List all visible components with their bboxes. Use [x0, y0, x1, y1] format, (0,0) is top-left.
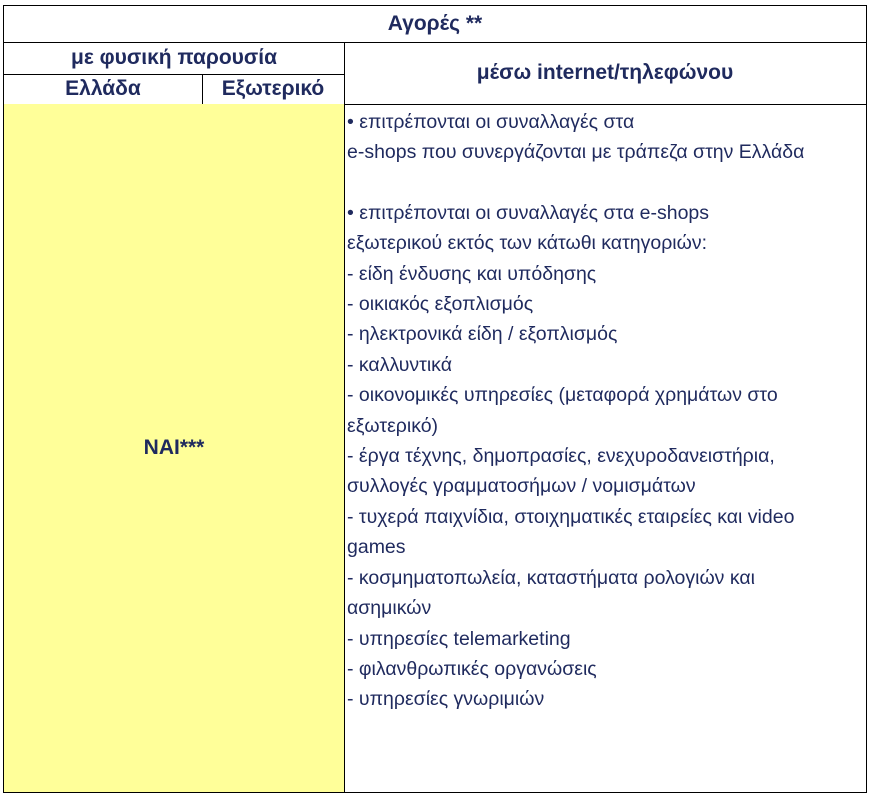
text-line: - φιλανθρωπικές οργανώσεις	[347, 657, 597, 680]
text-line: - ηλεκτρονικά είδη / εξοπλισμός	[347, 323, 618, 346]
text-line: συλλογές γραμματοσήμων / νομισμάτων	[347, 475, 696, 498]
text-line: - οικονομικές υπηρεσίες (μεταφορά χρημάτων στο	[347, 384, 778, 407]
text-line: - έργα τέχνης, δημοπρασίες, ενεχυροδανειστήρια,	[347, 445, 775, 468]
text-line: - καλλυντικά	[347, 353, 452, 376]
text-line: games	[347, 536, 406, 559]
text-line: - οικιακός εξοπλισμός	[347, 293, 534, 316]
online-phone-header: μέσω internet/τηλεφώνου	[344, 42, 867, 105]
text-line: e-shops που συνεργάζονται με τράπεζα στην Ελλάδα	[347, 141, 805, 164]
text-line: - είδη ένδυσης και υπόδησης	[347, 262, 597, 285]
spacer	[347, 168, 866, 198]
text-line: εξωτερικό)	[347, 414, 439, 437]
text-line: • επιτρέπονται οι συναλλαγές στα e-shops	[347, 201, 710, 224]
text-line: • επιτρέπονται οι συναλλαγές στα	[347, 111, 635, 133]
text-line: - κοσμηματοπωλεία, καταστήματα ρολογιών και	[347, 566, 755, 589]
greece-header: Ελλάδα	[3, 74, 203, 105]
purchases-table	[3, 5, 867, 793]
text-line: - υπηρεσίες γνωριμιών	[347, 688, 545, 711]
table-title: Αγορές **	[3, 5, 867, 43]
text-line: ασημικών	[347, 597, 432, 620]
physical-presence-header: με φυσική παρουσία	[3, 42, 345, 75]
text-line: - τυχερά παιχνίδια, στοιχηματικές εταιρείες και video	[347, 505, 795, 528]
text-line: εξωτερικού εκτός των κάτωθι κατηγοριών:	[347, 232, 708, 255]
text-line: - υπηρεσίες telemarketing	[347, 627, 571, 650]
online-rules-cell	[344, 104, 867, 793]
rule-block-greek-eshops	[347, 107, 866, 168]
yes-cell: ΝΑΙ***	[3, 104, 345, 793]
rule-block-foreign-eshops	[347, 198, 866, 715]
abroad-header: Εξωτερικό	[202, 74, 345, 105]
